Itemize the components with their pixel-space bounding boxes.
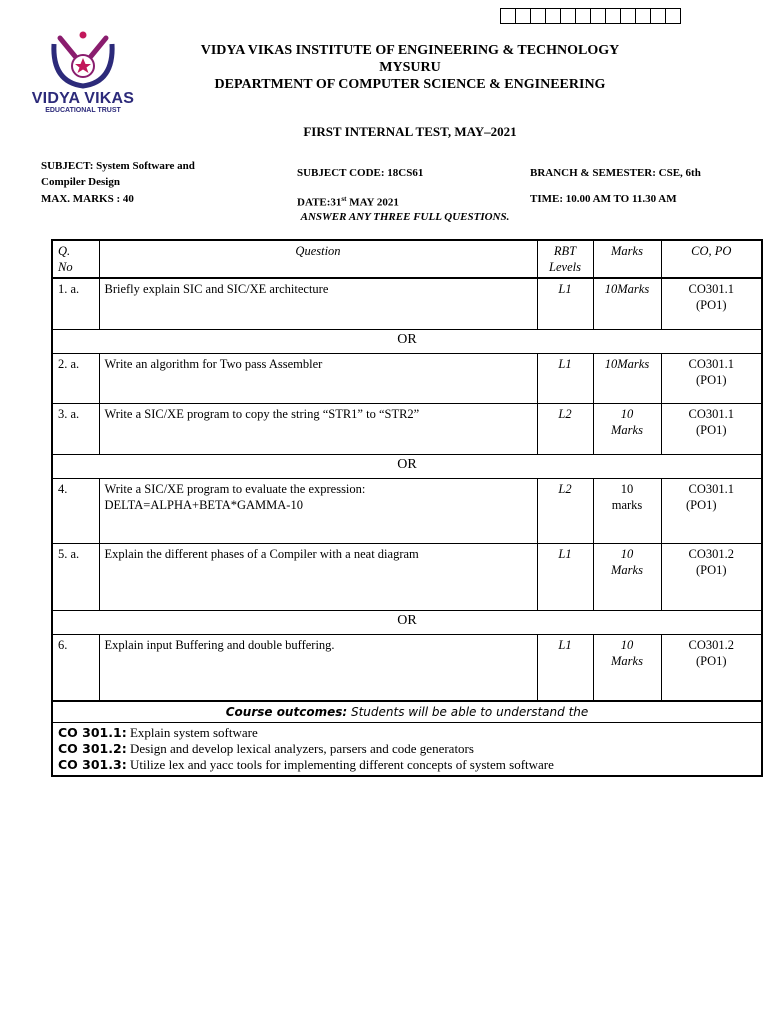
test-title: FIRST INTERNAL TEST, MAY–2021 <box>303 124 517 139</box>
co-po: CO301.1 (PO1) <box>661 478 762 543</box>
department-name: DEPARTMENT OF COMPUTER SCIENCE & ENGINEERING <box>214 77 606 92</box>
or-separator: OR <box>52 610 762 634</box>
course-outcome-item: CO 301.1: Explain system software <box>58 725 258 740</box>
course-outcome-item: CO 301.2: Design and develop lexical analyzers, parsers and code generators <box>58 741 474 756</box>
co-po: CO301.1 (PO1) <box>661 353 762 403</box>
usn-boxes <box>500 8 681 24</box>
marks: 10Marks <box>593 278 661 329</box>
co-po: CO301.1 (PO1) <box>661 403 762 454</box>
date-prefix: DATE:31 <box>297 196 342 209</box>
marks: 10 Marks <box>593 403 661 454</box>
rbt-level: L1 <box>537 543 593 610</box>
question-number: 2. a. <box>52 353 99 403</box>
course-outcomes-heading: Course outcomes: Students will be able to understand the <box>52 701 762 723</box>
marks: 10 Marks <box>593 634 661 701</box>
or-separator: OR <box>52 454 762 478</box>
header-marks: Marks <box>593 240 661 278</box>
logo-sub-text: EDUCATIONAL TRUST <box>45 107 121 114</box>
exam-date <box>297 191 399 211</box>
logo-main-text: VIDYA VIKAS <box>31 90 135 107</box>
rbt-level: L2 <box>537 478 593 543</box>
max-marks: MAX. MARKS : 40 <box>41 193 134 205</box>
header-rbt: RBT Levels <box>537 240 593 278</box>
or-separator: OR <box>52 329 762 353</box>
table-row <box>52 278 762 329</box>
course-outcomes-heading-row <box>52 701 762 723</box>
instruction: ANSWER ANY THREE FULL QUESTIONS. <box>300 211 510 223</box>
co-po: CO301.2 (PO1) <box>661 543 762 610</box>
rbt-level: L1 <box>537 353 593 403</box>
header-question: Question <box>99 240 537 278</box>
header-co-po: CO, PO <box>661 240 762 278</box>
course-outcome-item: CO 301.3: Utilize lex and yacc tools for implementing different concepts of system software <box>58 757 554 772</box>
subject <box>41 158 195 190</box>
table-row <box>52 634 762 701</box>
subject-line-1: SUBJECT: System Software and <box>41 160 195 172</box>
question-number: 5. a. <box>52 543 99 610</box>
marks: 10 Marks <box>593 543 661 610</box>
co-po: CO301.1 (PO1) <box>661 278 762 329</box>
marks: 10 marks <box>593 478 661 543</box>
table-header-row <box>52 240 762 278</box>
table-row <box>52 543 762 610</box>
question-number: 1. a. <box>52 278 99 329</box>
question-number: 4. <box>52 478 99 543</box>
date-month-year: MAY 2021 <box>346 196 399 209</box>
logo-text <box>30 90 136 115</box>
co-po: CO301.2 (PO1) <box>661 634 762 701</box>
question-text: Explain the different phases of a Compiler with a neat diagram <box>99 543 537 610</box>
table-row <box>52 403 762 454</box>
course-outcomes-list <box>52 723 762 777</box>
institute-name: VIDYA VIKAS INSTITUTE OF ENGINEERING & TECHNOLOGY <box>200 43 620 58</box>
date-suffix-sup: st <box>341 195 347 203</box>
subject-line-2: Compiler Design <box>41 176 120 188</box>
marks: 10Marks <box>593 353 661 403</box>
branch-semester: BRANCH & SEMESTER: CSE, 6th <box>530 167 701 179</box>
question-table <box>51 239 763 777</box>
question-text: Write a SIC/XE program to evaluate the expression: DELTA=ALPHA+BETA*GAMMA-10 <box>99 478 537 543</box>
course-outcomes-list-row <box>52 723 762 777</box>
table-row <box>52 353 762 403</box>
subject-code: SUBJECT CODE: 18CS61 <box>297 167 424 179</box>
question-text: Write a SIC/XE program to copy the string “STR1” to “STR2” <box>99 403 537 454</box>
question-text: Explain input Buffering and double buffering. <box>99 634 537 701</box>
table-row <box>52 478 762 543</box>
header-qno: Q. No <box>52 240 99 278</box>
rbt-level: L1 <box>537 278 593 329</box>
exam-time: TIME: 10.00 AM TO 11.30 AM <box>530 193 677 205</box>
question-text: Write an algorithm for Two pass Assembler <box>99 353 537 403</box>
rbt-level: L1 <box>537 634 593 701</box>
question-number: 3. a. <box>52 403 99 454</box>
rbt-level: L2 <box>537 403 593 454</box>
institute-city: MYSURU <box>379 60 441 75</box>
question-text: Briefly explain SIC and SIC/XE architecture <box>99 278 537 329</box>
question-number: 6. <box>52 634 99 701</box>
